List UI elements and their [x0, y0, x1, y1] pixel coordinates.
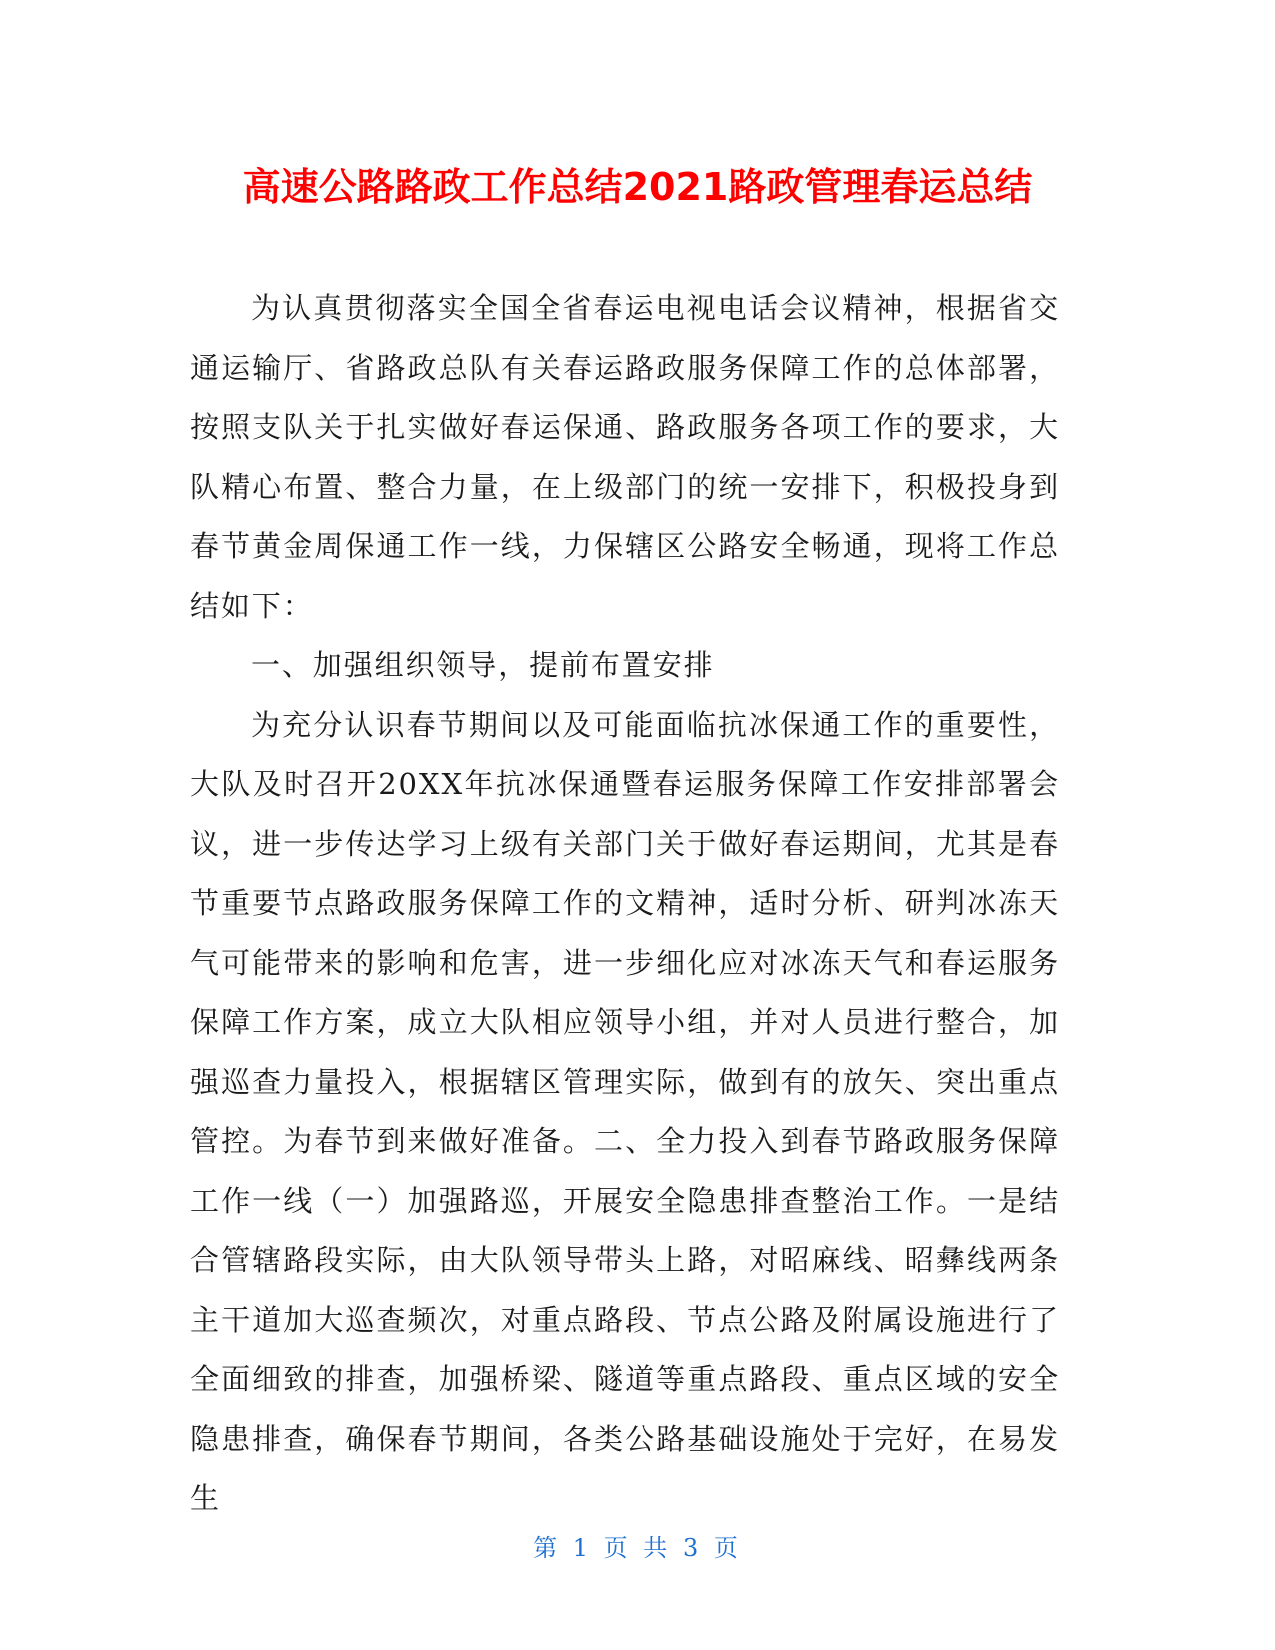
paragraph-heading-1: 一、加强组织领导，提前布置安排 — [251, 648, 715, 682]
paragraph-section-1: 为充分认识春节期间以及可能面临抗冰保通工作的重要性，大队及时召开20XX年抗冰保通暨春运服务保障工作安排部署会议，进一步传达学习上级有关部门关于做好春运期间，尤其是春节重要节点路政服务保障工作的文精神，适时分析、研判冰冻天气可能带来的影响和危害，进一步细化应对冰冻天气和春运服务保障工作方案，成立大队相应领导小组，并对人员进行整合，加强巡查力量投入，根据辖区管理实际，做到有的放矢、突出重点管控。为春节到来做好准备。二、全力投入到春节路政服务保障工作一线（一）加强路巡，开展安全隐患排查整治工作。一是结合管辖路段实际，由大队领导带头上路，对昭麻线、昭彝线两条主干道加大巡查频次，对重点路段、节点公路及附属设施进行了全面细致的排查，加强桥梁、隧道等重点路段、重点区域的安全隐患排查，确保春节期间，各类公路基础设施处于完好，在易发生 — [190, 707, 1060, 1515]
document-body — [190, 279, 1060, 1529]
page-footer: 第 1 页 共 3 页 — [533, 1534, 742, 1562]
document-title: 高速公路路政工作总结2021路政管理春运总结 — [242, 165, 1033, 209]
paragraph-intro: 为认真贯彻落实全国全省春运电视电话会议精神，根据省交通运输厅、省路政总队有关春运路政服务保障工作的总体部署，按照支队关于扎实做好春运保通、路政服务各项工作的要求，大队精心布置、整合力量，在上级部门的统一安排下，积极投身到春节黄金周保通工作一线，力保辖区公路安全畅通，现将工作总结如下： — [190, 291, 1060, 623]
